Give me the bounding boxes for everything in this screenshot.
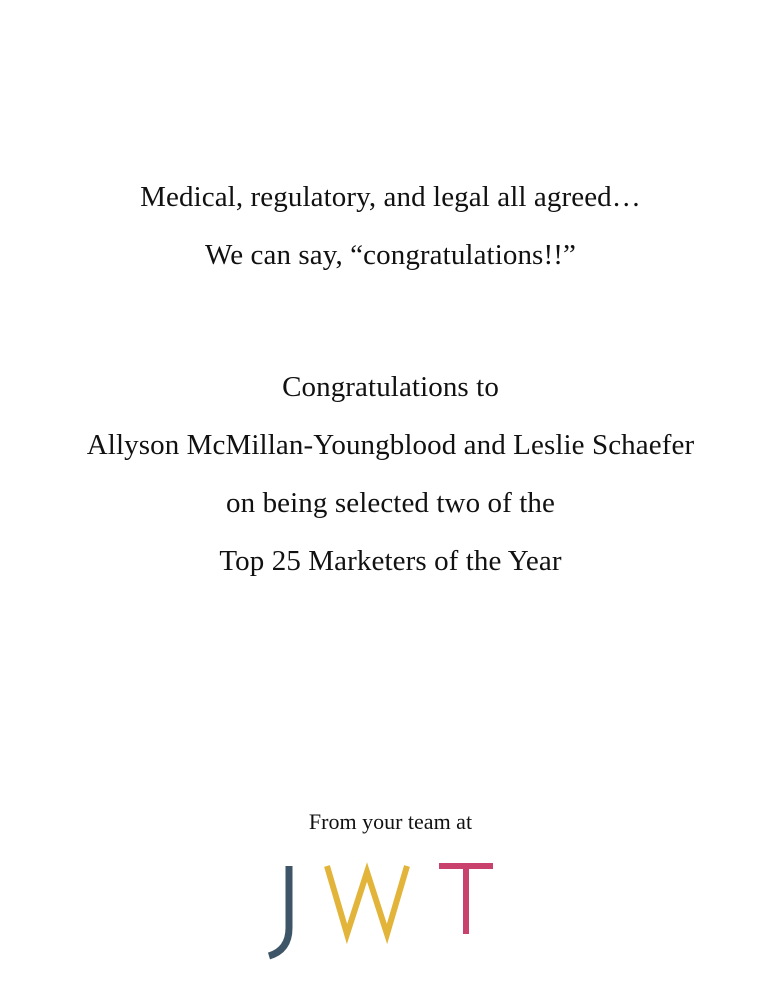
jwt-logo-mark <box>261 858 521 968</box>
message-line-1: Congratulations to <box>282 371 499 403</box>
message-line-3: on being selected two of the <box>226 487 555 519</box>
jwt-logo <box>0 858 781 968</box>
signoff-text: From your team at <box>308 809 473 834</box>
intro-line-1: Medical, regulatory, and legal all agreed… <box>140 181 641 213</box>
message-line-2: Allyson McMillan-Youngblood and Leslie Schaefer <box>86 429 695 461</box>
logo-letter-j <box>269 866 289 956</box>
intro-line-2: We can say, “congratulations!!” <box>205 239 576 271</box>
message-line-4: Top 25 Marketers of the Year <box>219 545 562 577</box>
logo-letter-t <box>439 866 493 934</box>
logo-letter-w <box>327 866 407 934</box>
